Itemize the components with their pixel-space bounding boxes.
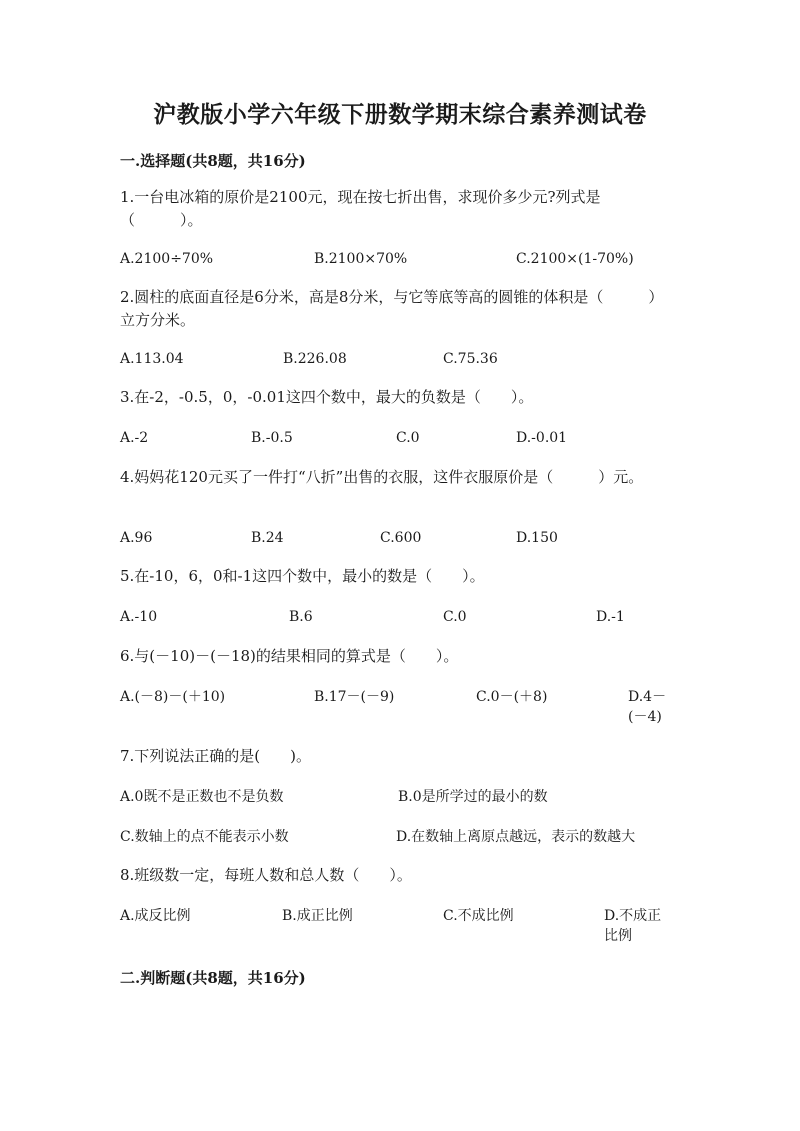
question-6-option-a[interactable]: A.(－8)－(＋10) [120,689,226,705]
question-8-option-d[interactable]: D.不成正比例 [604,908,662,944]
question-3-option-a[interactable]: A.-2 [120,430,149,446]
question-2-option-a[interactable]: A.113.04 [120,351,184,367]
question-4-option-d[interactable]: D.150 [516,530,558,546]
question-5-option-c[interactable]: C.0 [443,609,467,625]
question-7-option-b[interactable]: B.0是所学过的最小的数 [398,789,548,805]
question-4-option-c[interactable]: C.600 [380,530,422,546]
question-8-option-c[interactable]: C.不成比例 [443,908,514,924]
question-2-stem: 2.圆柱的底面直径是6分米，高是8分米，与它等底等高的圆锥的体积是（ ）立方分米。 [120,288,656,329]
question-5-option-d[interactable]: D.-1 [596,609,625,625]
question-6-stem: 6.与(－10)－(－18)的结果相同的算式是（ ）。 [120,647,459,665]
section-title-judge: 二.判断题(共8题，共16分) [120,969,306,987]
question-6-option-d[interactable]: D.4－(－4) [628,689,667,725]
question-1-stem: 1.一台电冰箱的原价是2100元，现在按七折出售，求现价多少元?列式是（ ）。 [120,188,601,229]
question-3-option-b[interactable]: B.-0.5 [251,430,293,446]
question-5-option-b[interactable]: B.6 [289,609,313,625]
question-3-option-c[interactable]: C.0 [396,430,420,446]
question-8-option-b[interactable]: B.成正比例 [282,908,353,924]
question-4-option-b[interactable]: B.24 [251,530,284,546]
question-7-stem: 7.下列说法正确的是( )。 [120,747,312,765]
page-title: 沪教版小学六年级下册数学期末综合素养测试卷 [153,101,647,128]
question-5-stem: 5.在-10，6，0和-1这四个数中，最小的数是（ ）。 [120,567,485,585]
section-title-choice: 一.选择题(共8题，共16分) [120,152,306,170]
question-7-option-a[interactable]: A.0既不是正数也不是负数 [120,789,284,805]
question-1-option-c[interactable]: C.2100×(1-70%) [516,251,634,267]
question-6-option-b[interactable]: B.17－(－9) [314,689,395,705]
question-4-stem: 4.妈妈花120元买了一件打“八折”出售的衣服，这件衣服原价是（ ）元。 [120,468,644,486]
question-3-stem: 3.在-2，-0.5，0，-0.01这四个数中，最大的负数是（ ）。 [120,388,534,406]
question-3-option-d[interactable]: D.-0.01 [516,430,568,446]
question-7-option-d[interactable]: D.在数轴上离原点越远，表示的数越大 [396,829,636,845]
question-1-option-a[interactable]: A.2100÷70% [120,251,214,267]
question-5-option-a[interactable]: A.-10 [120,609,158,625]
question-6-option-c[interactable]: C.0－(＋8) [476,689,548,705]
question-8-option-a[interactable]: A.成反比例 [120,908,191,924]
question-1-option-b[interactable]: B.2100×70% [314,251,408,267]
question-8-stem: 8.班级数一定，每班人数和总人数（ ）。 [120,866,412,884]
question-4-option-a[interactable]: A.96 [120,530,153,546]
question-7-option-c[interactable]: C.数轴上的点不能表示小数 [120,829,289,845]
question-2-option-b[interactable]: B.226.08 [283,351,347,367]
question-2-option-c[interactable]: C.75.36 [443,351,498,367]
